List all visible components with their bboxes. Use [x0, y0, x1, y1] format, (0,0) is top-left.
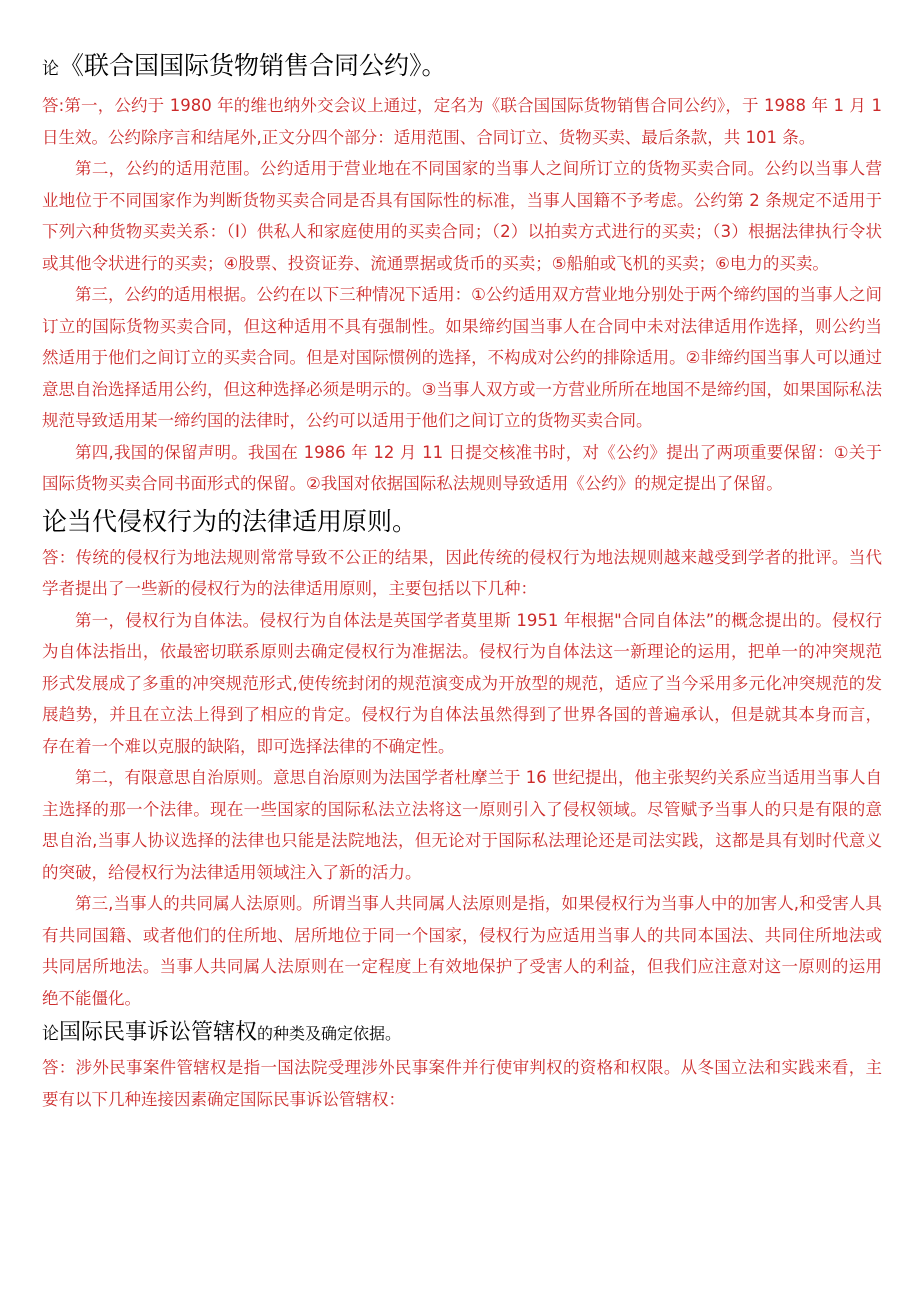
- section2-paragraph-3: 第二，有限意思自治原则。意思自治原则为法国学者杜摩兰于 16 世纪提出，他主张契约关系应当适用当事人自主选择的那一个法律。现在一些国家的国际私法立法将这一原则引入了侵权领域。尽管赋予当事人的只是有限的意思自治,当事人协议选择的法律也只能是法院地法，但无论对于国际私法理论还是司法实践，这都是具有划时代意义的突破，给侵权行为法律适用领域注入了新的活力。: [42, 768, 882, 882]
- section1-body: [42, 90, 882, 500]
- section1-paragraph-4: 第四,我国的保留声明。我国在 1986 年 12 月 11 日提交核准书时，对《公约》提出了两项重要保留：①关于国际货物买卖合同书面形式的保留。②我国对依据国际私法规则导致适用《公约》的规定提出了保留。: [42, 442, 882, 493]
- section1-paragraph-1: 答:第一，公约于 1980 年的维也纳外交会议上通过，定名为《联合国国际货物销售合同公约》，于 1988 年 1 月 1 日生效。公约除序言和结尾外,正文分四个部分：适用范围、合同订立、货物买卖、最后条款，共 101 条。: [42, 96, 882, 147]
- section2-paragraph-4: 第三,当事人的共同属人法原则。所谓当事人共同属人法原则是指，如果侵权行为当事人中的加害人,和受害人具有共同国籍、或者他们的住所地、居所地位于同一个国家，侵权行为应适用当事人的共同本国法、共同住所地法或共同居所地法。当事人共同属人法原则在一定程度上有效地保护了受害人的利益，但我们应注意对这一原则的运用绝不能僵化。: [42, 894, 882, 1008]
- document-page: [42, 48, 882, 1115]
- section1-heading-title: 《联合国国际货物销售合同公约》。: [59, 51, 447, 80]
- section2-heading: 论当代侵权行为的法律适用原则。: [42, 506, 418, 536]
- section3-heading-prefix: 论: [42, 1024, 59, 1044]
- section1-heading: [42, 48, 882, 84]
- section3-heading-tail: 的种类及确定依据。: [257, 1024, 402, 1043]
- section3-heading: [42, 1016, 882, 1050]
- section2-body: [42, 542, 882, 1015]
- section1-heading-prefix: 论: [42, 59, 59, 79]
- section3-body: [42, 1052, 882, 1115]
- section3-paragraph-1: 答：涉外民事案件管辖权是指一国法院受理涉外民事案件并行使审判权的资格和权限。从冬国立法和实践来看，主要有以下几种连接因素确定国际民事诉讼管辖权：: [42, 1058, 882, 1109]
- section3-heading-title: 国际民事诉讼管辖权: [59, 1020, 258, 1045]
- section1-paragraph-3: 第三，公约的适用根据。公约在以下三种情况下适用：①公约适用双方营业地分别处于两个缔约国的当事人之间订立的国际货物买卖合同，但这种适用不具有强制性。如果缔约国当事人在合同中未对法律适用作选择，则公约当然适用于他们之间订立的买卖合同。但是对国际惯例的选择，不构成对公约的排除适用。②非缔约国当事人可以通过意思自治选择适用公约，但这种选择必须是明示的。③当事人双方或一方营业所所在地国不是缔约国，如果国际私法规范导致适用某一缔约国的法律时，公约可以适用于他们之间订立的货物买卖合同。: [42, 285, 882, 430]
- section2-paragraph-1: 答：传统的侵权行为地法规则常常导致不公正的结果，因此传统的侵权行为地法规则越来越受到学者的批评。当代学者提出了一些新的侵权行为的法律适用原则，主要包括以下几种：: [42, 547, 882, 598]
- section1-paragraph-2: 第二，公约的适用范围。公约适用于营业地在不同国家的当事人之间所订立的货物买卖合同。公约以当事人营业地位于不同国家作为判断货物买卖合同是否具有国际性的标准，当事人国籍不予考虑。公约第 2 条规定不适用于下列六种货物买卖关系：（I）供私人和家庭使用的买卖合同；（2）以拍卖方式进行的买卖；（3）根据法律执行令状或其他令状进行的买卖；④股票、投资证券、流通票据或货币的买卖；⑤船舶或飞机的买卖；⑥电力的买卖。: [42, 159, 882, 273]
- section2-paragraph-2: 第一，侵权行为自体法。侵权行为自体法是英国学者莫里斯 1951 年根据"合同自体法”的概念提出的。侵权行为自体法指出，依最密切联系原则去确定侵权行为准据法。侵权行为自体法这一新理论的运用，把单一的冲突规范形式发展成了多重的冲突规范形式,使传统封闭的规范演变成为开放型的规范，适应了当今采用多元化冲突规范的发展趋势，并且在立法上得到了相应的肯定。侵权行为自体法虽然得到了世界各国的普遍承认，但是就其本身而言，存在着一个难以克服的缺陷，即可选择法律的不确定性。: [42, 610, 882, 756]
